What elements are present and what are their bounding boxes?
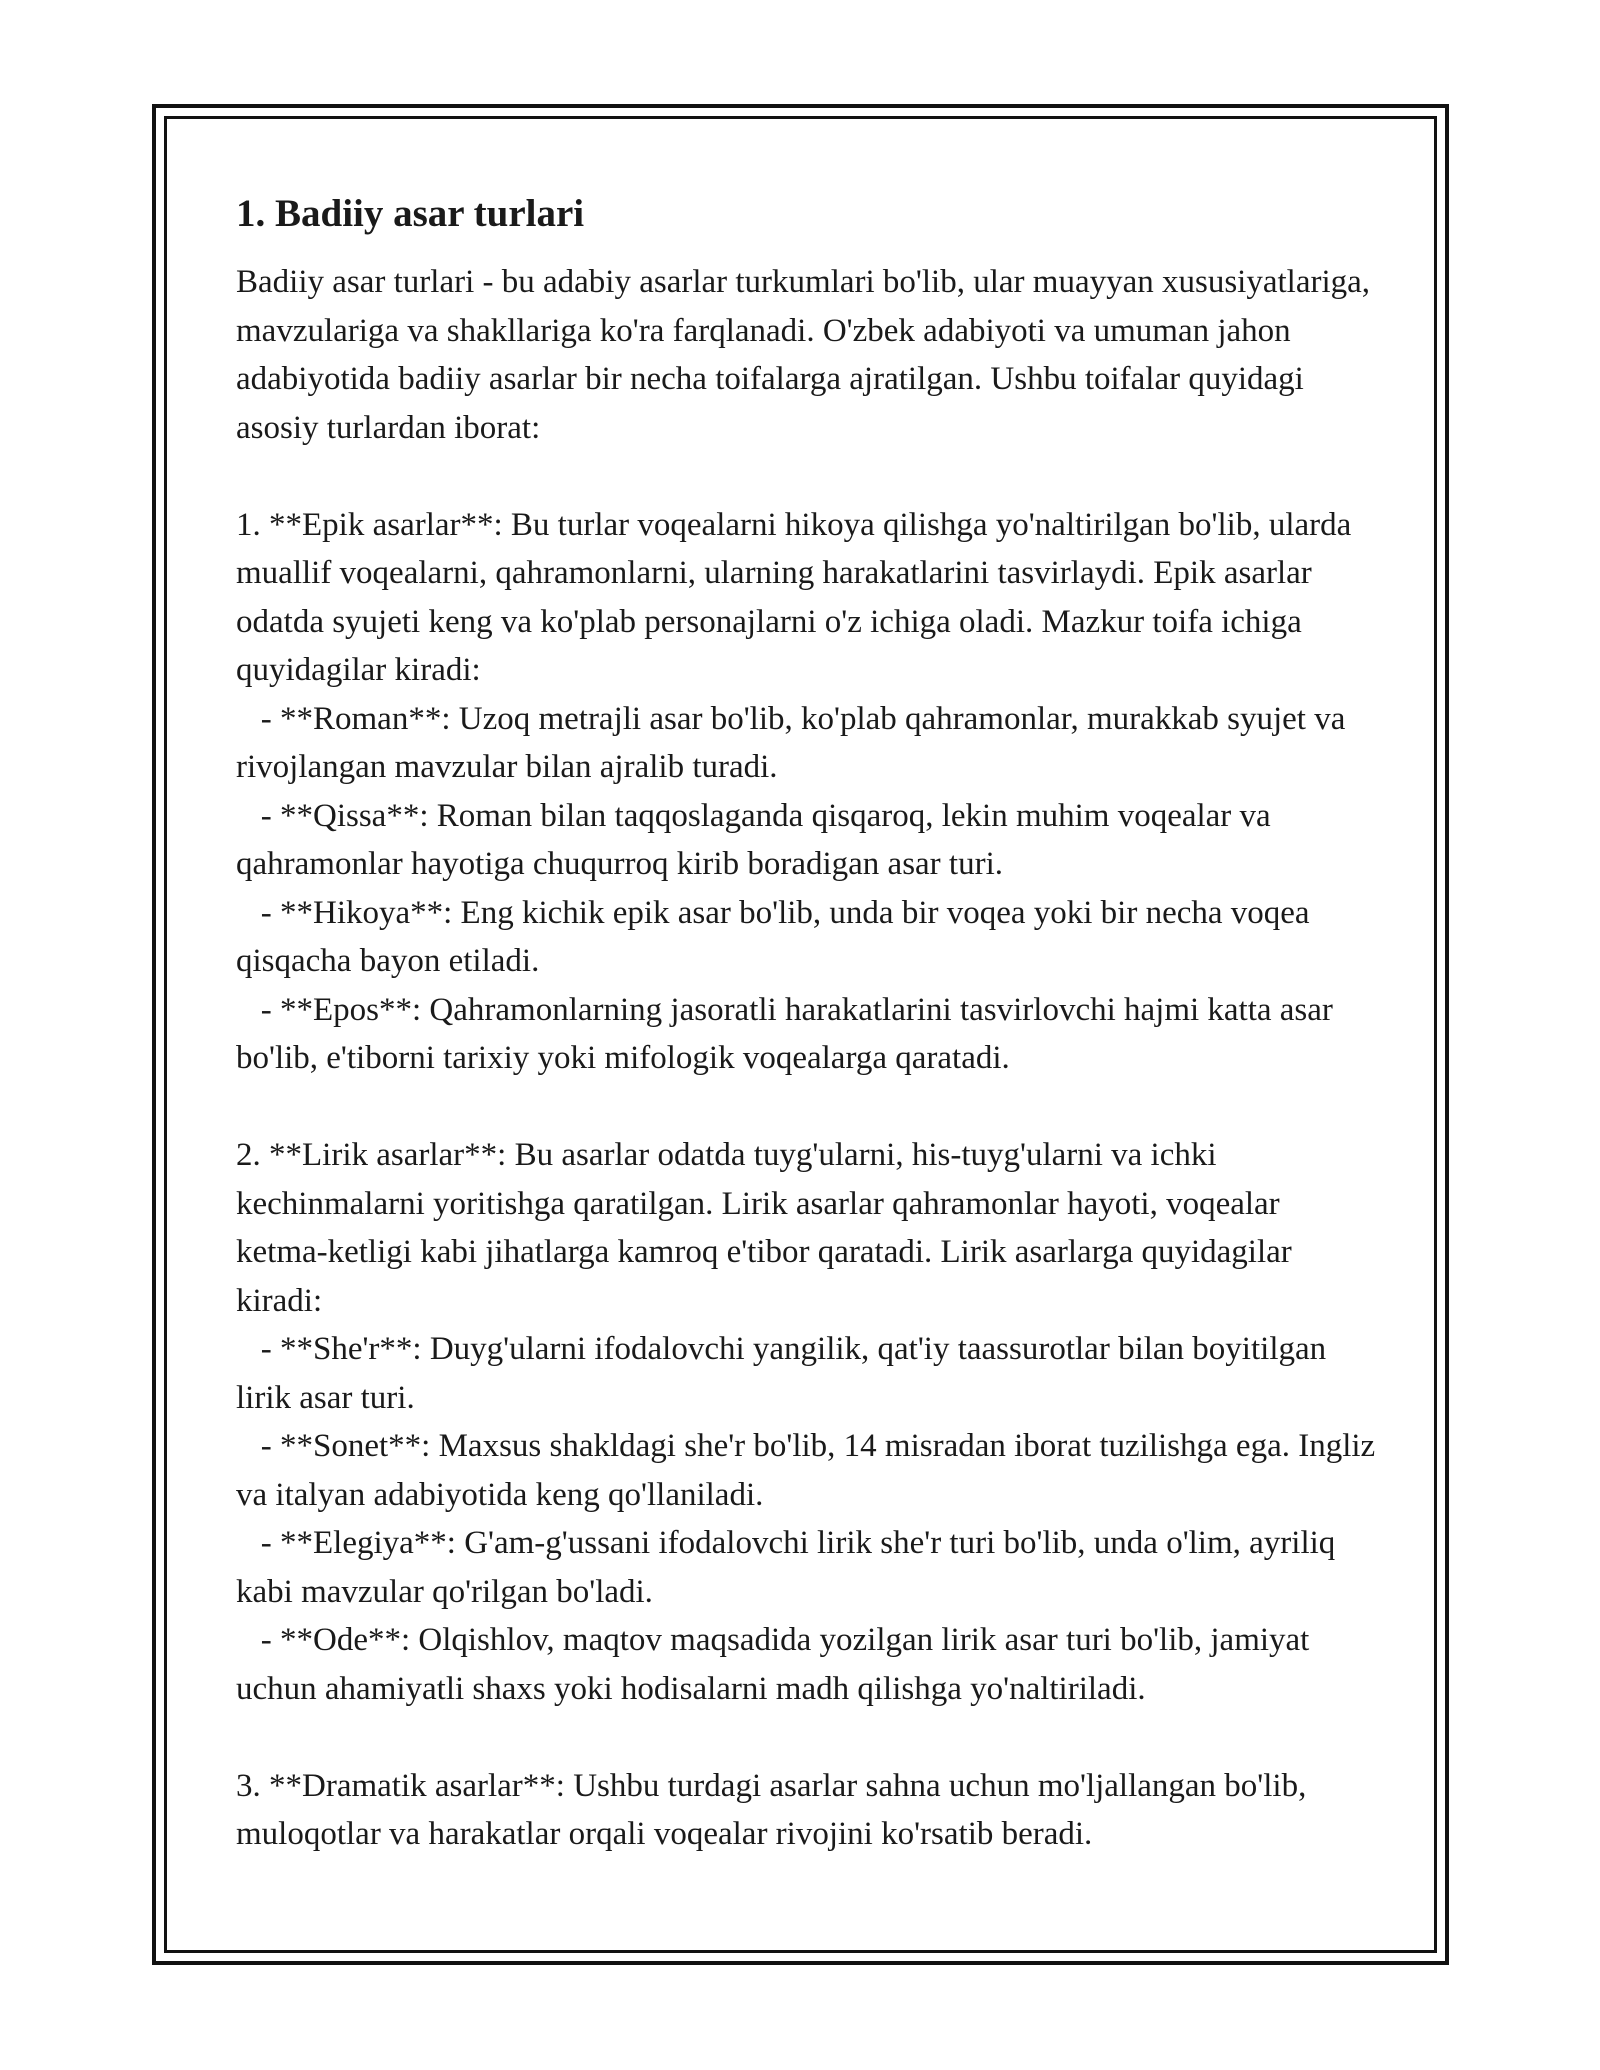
intro-paragraph: Badiiy asar turlari - bu adabiy asarlar turkumlari bo'lib, ular muayyan xususiyatlariga, mavzulariga va shakllariga ko'ra farqlanadi. O'zbek adabiyoti va umuman jahon adabiyotida badiiy asarlar bir necha toifalarga ajratilgan. Ushbu toifalar quyidagi asosiy turlardan iborat: bbox=[236, 264, 1371, 446]
section-heading-lirik: 2. **Lirik asarlar**: Bu asarlar odatda tuyg'ularni, his-tuyg'ularni va ichki kechinmalarni yoritishga qaratilgan. Lirik asarlar qahramonlar hayoti, voqealar ketma-ketligi kabi jihatlarga kamroq e'tibor qaratadi. Lirik asarlarga quyidagilar kiradi: bbox=[236, 1137, 1292, 1319]
list-item-hikoya: - **Hikoya**: Eng kichik epik asar bo'lib, unda bir voqea yoki bir necha voqea qisqacha bayon etiladi. bbox=[236, 894, 1318, 979]
paragraph-gap bbox=[236, 452, 1376, 501]
list-item-sonet: - **Sonet**: Maxsus shakldagi she'r bo'lib, 14 misradan iborat tuzilishga ega. Ingliz va italyan adabiyotida keng qo'llaniladi. bbox=[236, 1428, 1384, 1513]
list-item-roman: - **Roman**: Uzoq metrajli asar bo'lib, ko'plab qahramonlar, murakkab syujet va rivojlangan mavzular bilan ajralib turadi. bbox=[236, 700, 1354, 785]
document-body bbox=[236, 188, 1384, 1859]
section-lirik bbox=[236, 1131, 1384, 1713]
document-title: 1. Badiiy asar turlari bbox=[236, 192, 585, 235]
paragraph-gap bbox=[236, 1713, 1376, 1762]
paragraph-gap bbox=[236, 1083, 1376, 1132]
section-heading-dramatik: 3. **Dramatik asarlar**: Ushbu turdagi asarlar sahna uchun mo'ljallangan bo'lib, muloqotlar va harakatlar orqali voqealar rivojini ko'rsatib beradi. bbox=[236, 1767, 1307, 1852]
list-item-qissa: - **Qissa**: Roman bilan taqqoslaganda qisqaroq, lekin muhim voqealar va qahramonlar hayotiga chuqurroq kirib boradigan asar turi. bbox=[236, 797, 1279, 882]
list-item-ode: - **Ode**: Olqishlov, maqtov maqsadida yozilgan lirik asar turi bo'lib, jamiyat uchun ahamiyatli shaxs yoki hodisalarni madh qilishga yo'naltiriladi. bbox=[236, 1622, 1318, 1707]
section-epik bbox=[236, 501, 1376, 1083]
section-dramatik bbox=[236, 1762, 1376, 1859]
section-heading-epik: 1. **Epik asarlar**: Bu turlar voqealarni hikoya qilishga yo'naltirilgan bo'lib, ularda muallif voqealarni, qahramonlarni, ularning harakatlarini tasvirlaydi. Epik asarlar odatda syujeti keng va ko'plab personajlarni o'z ichiga oladi. Mazkur toifa ichiga quyidagilar kiradi: bbox=[236, 506, 1352, 688]
list-item-elegiya: - **Elegiya**: G'am-g'ussani ifodalovchi lirik she'r turi bo'lib, unda o'lim, ayriliq kabi mavzular qo'rilgan bo'ladi. bbox=[236, 1525, 1344, 1610]
list-item-epos: - **Epos**: Qahramonlarning jasoratli harakatlarini tasvirlovchi hajmi katta asar bo'lib, e'tiborni tarixiy yoki mifologik voqealarga qaratadi. bbox=[236, 991, 1342, 1076]
list-item-sher: - **She'r**: Duyg'ularni ifodalovchi yangilik, qat'iy taassurotlar bilan boyitilgan lirik asar turi. bbox=[236, 1331, 1335, 1416]
